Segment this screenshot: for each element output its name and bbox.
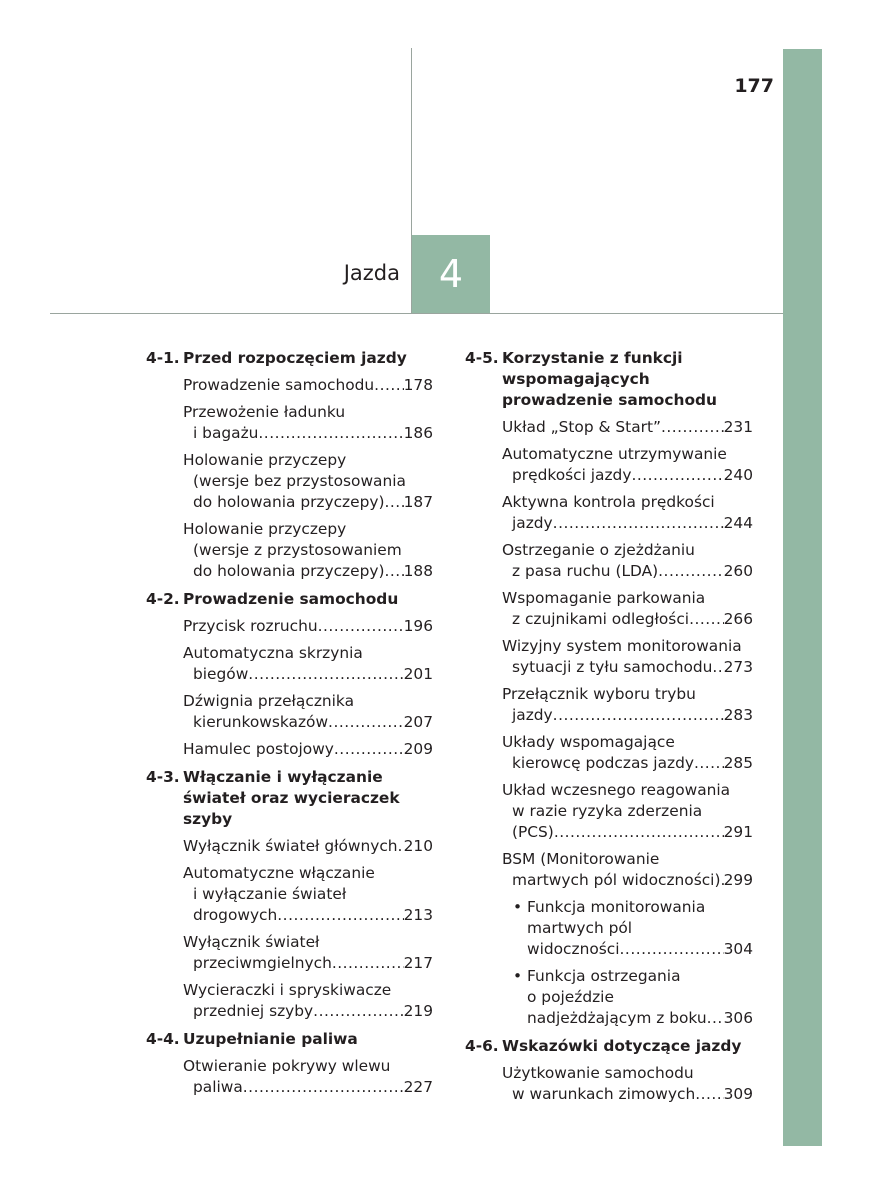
toc-entry [465, 540, 753, 582]
page-ref: 283 [723, 706, 753, 724]
entry-text: paliwa [193, 1078, 243, 1096]
entry-last-line [502, 465, 753, 486]
toc-entry [146, 519, 433, 582]
entry-last-line [183, 1077, 433, 1098]
page-ref: 231 [723, 418, 753, 436]
entry-last-line [183, 492, 433, 513]
entry-text: Układy wspomagające [502, 733, 675, 751]
entry-text: jazdy [512, 706, 553, 724]
page-ref: 219 [403, 1002, 433, 1020]
entry-last-line [183, 739, 433, 760]
entry-body [502, 1063, 753, 1105]
entry-text: Holowanie przyczepy [183, 451, 347, 469]
toc-entry [146, 691, 433, 733]
entry-text: biegów [193, 665, 249, 683]
dot-leader [694, 753, 724, 774]
entry-last-line [502, 417, 753, 438]
entry-text: Wspomaganie parkowania [502, 589, 706, 607]
entry-body [502, 540, 753, 582]
toc-left-column [146, 348, 433, 1098]
toc-entry [465, 780, 753, 843]
dot-leader [313, 1001, 403, 1022]
entry-text: Holowanie przyczepy [183, 520, 347, 538]
entry-text: kierunkowskazów [193, 713, 329, 731]
toc-entry [146, 836, 433, 857]
dot-leader [661, 417, 724, 438]
page-ref: 207 [403, 713, 433, 731]
page-ref: 186 [403, 424, 433, 442]
dot-leader [385, 492, 404, 513]
toc-entry [146, 1056, 433, 1098]
entry-text: Hamulec postojowy [183, 740, 334, 758]
toc-entry [146, 450, 433, 513]
page-ref: 210 [403, 837, 433, 855]
section-number: 4-2. [146, 590, 180, 608]
section-heading [146, 589, 433, 610]
section-heading [465, 1036, 753, 1057]
page-ref: 227 [403, 1078, 433, 1096]
entry-text: z czujnikami odległości [512, 610, 690, 628]
section-heading [146, 348, 433, 369]
section-number: 4-3. [146, 768, 180, 786]
page-ref: 291 [723, 823, 753, 841]
entry-body [527, 966, 753, 1029]
dot-leader [277, 905, 403, 926]
entry-last-line [183, 375, 433, 396]
dot-leader [332, 953, 404, 974]
entry-text: z pasa ruchu (LDA) [512, 562, 659, 580]
page-ref: 309 [723, 1085, 753, 1103]
entry-text: (wersje z przystosowaniem [193, 541, 402, 559]
section-number: 4-4. [146, 1030, 180, 1048]
section-title: Przed rozpoczęciem jazdy [183, 349, 407, 367]
toc-entry [465, 588, 753, 630]
entry-last-line [527, 1008, 753, 1029]
entry-text: Automatyczna skrzynia [183, 644, 363, 662]
entry-text: Układ „Stop & Start” [502, 418, 661, 436]
entry-text: przeciwmgielnych [193, 954, 332, 972]
dot-leader [243, 1077, 404, 1098]
section-title: Wskazówki dotyczące jazdy [502, 1037, 742, 1055]
page-ref: 285 [723, 754, 753, 772]
entry-body [183, 375, 433, 396]
entry-body [183, 519, 433, 582]
entry-last-line [502, 609, 753, 630]
entry-body [502, 417, 753, 438]
entry-last-line [527, 939, 753, 960]
page-ref: 178 [403, 376, 433, 394]
section-title: Korzystanie z funkcji wspomagających prowadzenie samochodu [502, 349, 718, 409]
dot-leader [554, 822, 724, 843]
entry-body [183, 450, 433, 513]
toc-entry [146, 932, 433, 974]
entry-text: do holowania przyczepy) [193, 493, 385, 511]
toc-entry [146, 863, 433, 926]
entry-text: widoczności [527, 940, 620, 958]
entry-text: Użytkowanie samochodu [502, 1064, 694, 1082]
toc-entry [465, 684, 753, 726]
entry-last-line [183, 953, 433, 974]
entry-last-line [183, 561, 433, 582]
page-ref: 201 [403, 665, 433, 683]
entry-last-line [183, 712, 433, 733]
entry-body [183, 739, 433, 760]
entry-text: przedniej szyby [193, 1002, 314, 1020]
entry-text: Wizyjny system monitorowania [502, 637, 742, 655]
entry-body [502, 492, 753, 534]
page-ref: 306 [723, 1009, 753, 1027]
entry-body [502, 444, 753, 486]
page-ref: 260 [723, 562, 753, 580]
entry-text: Wyłącznik świateł głównych [183, 837, 398, 855]
entry-text: i wyłączanie świateł [193, 885, 347, 903]
entry-body [183, 836, 433, 857]
entry-text: Wycieraczki i spryskiwacze [183, 981, 392, 999]
entry-body [183, 980, 433, 1022]
dot-leader [707, 1008, 724, 1029]
toc-subentry [465, 897, 753, 960]
dot-leader [334, 739, 404, 760]
page-ref: 217 [403, 954, 433, 972]
toc-entry [465, 636, 753, 678]
entry-text: Funkcja monitorowania [527, 898, 706, 916]
entry-last-line [183, 836, 433, 857]
dot-leader [374, 375, 403, 396]
chapter-number-box: 4 [412, 235, 490, 313]
entry-text: Wyłącznik świateł [183, 933, 320, 951]
entry-body [183, 1056, 433, 1098]
entry-last-line [183, 1001, 433, 1022]
dot-leader [620, 939, 724, 960]
entry-body [502, 849, 753, 891]
entry-text: Układ wczesnego reagowania [502, 781, 731, 799]
entry-text: nadjeżdżającym z boku [527, 1009, 707, 1027]
entry-last-line [502, 822, 753, 843]
bullet: • [513, 898, 523, 916]
entry-last-line [502, 870, 753, 891]
toc-entry [146, 643, 433, 685]
dot-leader [553, 513, 724, 534]
page-ref: 240 [723, 466, 753, 484]
toc-entry [146, 616, 433, 637]
horizontal-rule [50, 313, 783, 314]
toc-entry [465, 732, 753, 774]
section-heading [146, 1029, 433, 1050]
section-heading [465, 348, 753, 411]
entry-body [183, 691, 433, 733]
page-ref: 188 [403, 562, 433, 580]
entry-body [502, 588, 753, 630]
dot-leader [318, 616, 404, 637]
entry-body [502, 780, 753, 843]
toc-entry [146, 402, 433, 444]
entry-body [183, 616, 433, 637]
section-number: 4-1. [146, 349, 180, 367]
entry-text: Otwieranie pokrywy wlewu [183, 1057, 391, 1075]
entry-body [527, 897, 753, 960]
entry-text: Automatyczne utrzymywanie [502, 445, 727, 463]
entry-text: jazdy [512, 514, 553, 532]
entry-body [183, 863, 433, 926]
entry-text: Automatyczne włączanie [183, 864, 375, 882]
page-ref: 213 [403, 906, 433, 924]
toc-entry [465, 417, 753, 438]
page-ref: 187 [403, 493, 433, 511]
entry-text: Przycisk rozruchu [183, 617, 318, 635]
entry-text: martwych pól widoczności) [512, 871, 721, 889]
entry-last-line [502, 705, 753, 726]
entry-text: Prowadzenie samochodu [183, 376, 375, 394]
section-title: Prowadzenie samochodu [183, 590, 399, 608]
entry-body [183, 402, 433, 444]
entry-last-line [502, 657, 753, 678]
toc-entry [146, 739, 433, 760]
section-title: Uzupełnianie paliwa [183, 1030, 358, 1048]
entry-text: Dźwignia przełącznika [183, 692, 355, 710]
dot-leader [658, 561, 723, 582]
entry-text: do holowania przyczepy) [193, 562, 385, 580]
dot-leader [695, 1084, 723, 1105]
section-heading [146, 767, 433, 830]
dot-leader [385, 561, 404, 582]
chapter-title: Jazda [343, 261, 400, 285]
page-ref: 244 [723, 514, 753, 532]
entry-text: sytuacji z tyłu samochodu [512, 658, 713, 676]
entry-last-line [502, 561, 753, 582]
page-ref: 273 [723, 658, 753, 676]
toc-subentry [465, 966, 753, 1029]
page-ref: 266 [723, 610, 753, 628]
entry-body [502, 636, 753, 678]
toc-entry [146, 980, 433, 1022]
entry-body [502, 732, 753, 774]
entry-text: w warunkach zimowych [512, 1085, 696, 1103]
entry-body [502, 684, 753, 726]
entry-last-line [183, 905, 433, 926]
entry-text: o pojeździe [527, 988, 614, 1006]
entry-text: prędkości jazdy [512, 466, 632, 484]
page-ref: 196 [403, 617, 433, 635]
dot-leader [258, 423, 403, 444]
entry-last-line [502, 753, 753, 774]
chapter-side-tab [783, 49, 822, 1146]
entry-text: (wersje bez przystosowania [193, 472, 406, 490]
toc-entry [146, 375, 433, 396]
entry-text: w razie ryzyka zderzenia [512, 802, 703, 820]
entry-text: (PCS) [512, 823, 554, 841]
page-number: 177 [734, 75, 774, 97]
bullet: • [513, 967, 523, 985]
section-number: 4-5. [465, 349, 499, 367]
toc-entry [465, 492, 753, 534]
toc-entry [465, 1063, 753, 1105]
entry-text: martwych pól [527, 919, 633, 937]
toc-entry [465, 849, 753, 891]
page-ref: 209 [403, 740, 433, 758]
entry-last-line [183, 423, 433, 444]
dot-leader [553, 705, 724, 726]
toc-right-column [465, 348, 753, 1105]
dot-leader [712, 657, 723, 678]
entry-body [183, 932, 433, 974]
entry-last-line [502, 1084, 753, 1105]
entry-last-line [183, 664, 433, 685]
entry-text: Przewożenie ładunku [183, 403, 346, 421]
entry-text: Ostrzeganie o zjeżdżaniu [502, 541, 695, 559]
entry-text: Przełącznik wyboru trybu [502, 685, 696, 703]
entry-text: kierowcę podczas jazdy [512, 754, 694, 772]
entry-last-line [502, 513, 753, 534]
section-title: Włączanie i wyłączanie świateł oraz wycieraczek szyby [183, 768, 400, 828]
dot-leader [328, 712, 404, 733]
entry-last-line [183, 616, 433, 637]
entry-text: Aktywna kontrola prędkości [502, 493, 715, 511]
dot-leader [689, 609, 724, 630]
entry-text: drogowych [193, 906, 278, 924]
toc-entry [465, 444, 753, 486]
dot-leader [248, 664, 403, 685]
entry-text: BSM (Monitorowanie [502, 850, 660, 868]
entry-text: Funkcja ostrzegania [527, 967, 681, 985]
dot-leader [631, 465, 723, 486]
section-number: 4-6. [465, 1037, 499, 1055]
entry-text: i bagażu [193, 424, 259, 442]
page-ref: 304 [723, 940, 753, 958]
page-ref: 299 [723, 871, 753, 889]
entry-body [183, 643, 433, 685]
